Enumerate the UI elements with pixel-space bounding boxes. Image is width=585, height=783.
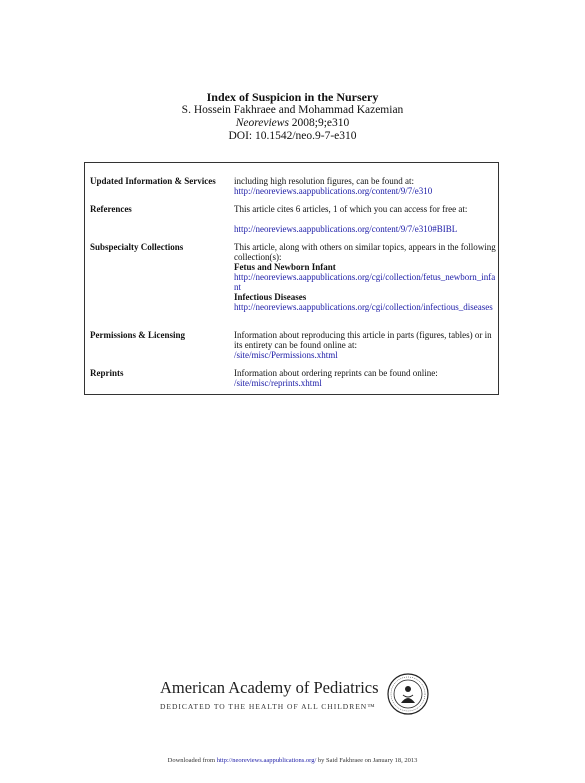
- article-authors: S. Hossein Fakhraee and Mohammad Kazemian: [181, 104, 404, 116]
- permissions-text: Information about reproducing this article in parts (figures, tables) or in its entirety can be found online at:: [234, 330, 492, 350]
- article-title: Index of Suspicion in the Nursery: [206, 90, 379, 104]
- reprints-link[interactable]: /site/misc/reprints.xhtml: [234, 378, 322, 388]
- download-prefix: Downloaded from: [167, 757, 217, 764]
- aap-seal-icon: [387, 673, 429, 715]
- journal-ref: 2008;9;e310: [288, 117, 350, 129]
- collection-infectious-link[interactable]: http://neoreviews.aappublications.org/cgi/collection/infectious_diseases: [234, 302, 493, 312]
- download-notice: [0, 757, 585, 764]
- download-link[interactable]: http://neoreviews.aappublications.org/: [216, 757, 317, 764]
- subspecialty-text: This article, along with others on similar topics, appears in the following collection(s):: [234, 242, 496, 262]
- aap-tagline: DEDICATED TO THE HEALTH OF ALL CHILDREN™: [160, 702, 376, 711]
- subspecialty-label: Subspecialty Collections: [90, 242, 184, 252]
- collection-fetus-newborn-link[interactable]: http://neoreviews.aappublications.org/cgi/collection/fetus_newborn_infant: [234, 272, 496, 292]
- aap-logo: [160, 678, 435, 718]
- updated-info-text: including high resolution figures, can be found at:: [234, 176, 414, 186]
- article-doi: DOI: 10.1542/neo.9-7-e310: [228, 130, 357, 142]
- reprints-text: Information about ordering reprints can be found online:: [234, 368, 438, 378]
- references-link[interactable]: http://neoreviews.aappublications.org/content/9/7/e310#BIBL: [234, 224, 458, 234]
- updated-info-content: [234, 176, 496, 196]
- updated-info-label: Updated Information & Services: [90, 176, 216, 186]
- article-citation: [0, 117, 585, 130]
- permissions-link[interactable]: /site/misc/Permissions.xhtml: [234, 350, 338, 360]
- references-label: References: [90, 204, 132, 214]
- download-suffix: by Said Fakhraee on January 18, 2013: [316, 757, 418, 764]
- collection-fetus-newborn-name: Fetus and Newborn Infant: [234, 262, 336, 272]
- references-content: [234, 204, 496, 234]
- subspecialty-content: [234, 242, 496, 312]
- aap-org-name: American Academy of Pediatrics: [160, 678, 379, 697]
- permissions-label: Permissions & Licensing: [90, 330, 186, 340]
- article-header: [0, 90, 585, 143]
- collection-infectious-name: Infectious Diseases: [234, 292, 307, 302]
- article-info-table: [84, 162, 499, 395]
- journal-name: Neoreviews: [235, 117, 289, 129]
- reprints-label: Reprints: [90, 368, 124, 378]
- reprints-content: [234, 368, 496, 388]
- permissions-content: [234, 330, 496, 360]
- updated-info-link[interactable]: http://neoreviews.aappublications.org/content/9/7/e310: [234, 186, 433, 196]
- references-text: This article cites 6 articles, 1 of which you can access for free at:: [234, 204, 468, 214]
